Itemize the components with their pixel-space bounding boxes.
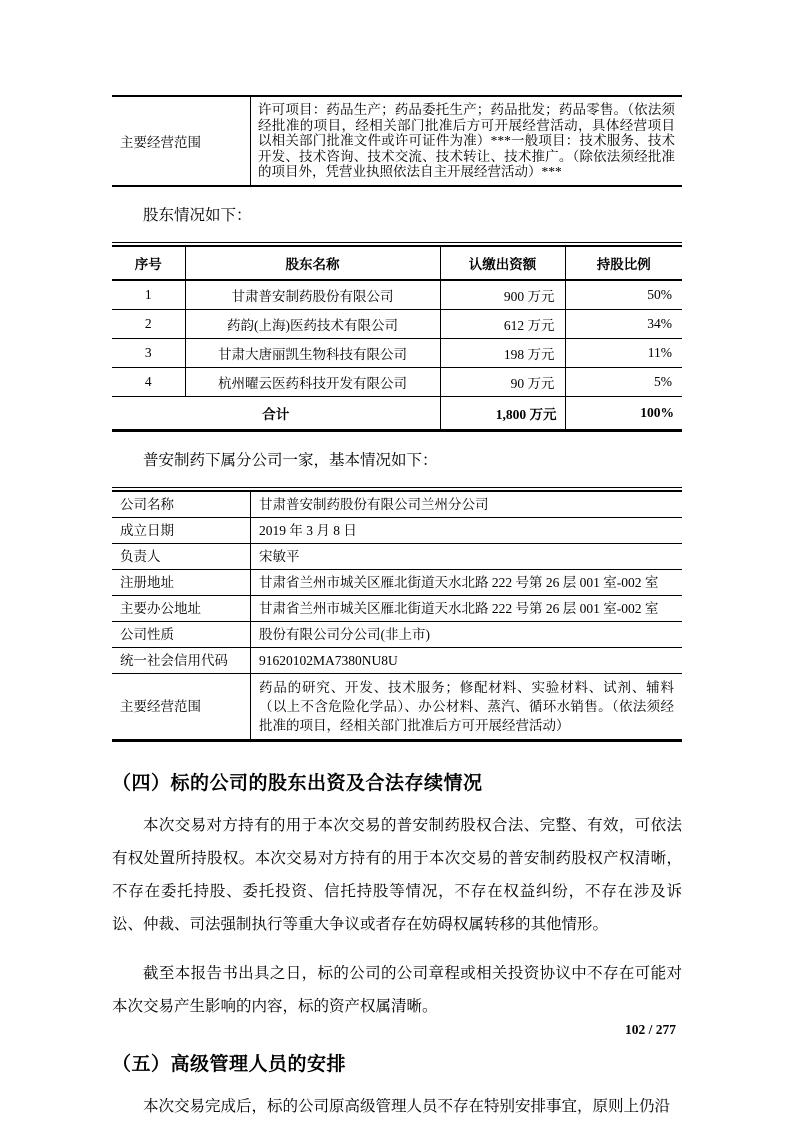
field-value: 宋敏平 xyxy=(251,543,683,569)
table-row xyxy=(112,338,682,367)
shareholders-table-rule xyxy=(112,242,682,432)
cell-amount: 900 万元 xyxy=(440,280,565,310)
field-label: 统一社会信用代码 xyxy=(112,647,251,673)
table-row xyxy=(112,309,682,338)
table-row xyxy=(112,621,682,647)
total-label: 合计 xyxy=(112,396,440,430)
col-header-ratio: 持股比例 xyxy=(565,246,682,280)
cell-name: 甘肃普安制药股份有限公司 xyxy=(185,280,440,310)
field-value: 股份有限公司分公司(非上市) xyxy=(251,621,683,647)
branch-info-table xyxy=(112,490,682,742)
field-label: 注册地址 xyxy=(112,569,251,595)
table-row xyxy=(112,96,682,186)
total-amount: 1,800 万元 xyxy=(440,396,565,430)
table-row xyxy=(112,543,682,569)
cell-ratio: 34% xyxy=(565,309,682,338)
field-label: 主要办公地址 xyxy=(112,595,251,621)
table-total-row xyxy=(112,396,682,430)
cell-name: 杭州曜云医药科技开发有限公司 xyxy=(185,367,440,396)
paragraph: 本次交易对方持有的用于本次交易的普安制药股权合法、完整、有效，可依法有权处置所持股权。本次交易对方持有的用于本次交易的普安制药股权产权清晰，不存在委托持股、委托投资、信托持股等情况，不存在权益纠纷，不存在涉及诉讼、仲裁、司法强制执行等重大争议或者存在妨碍权属转移的其他情形。 xyxy=(112,816,682,933)
cell-amount: 612 万元 xyxy=(440,309,565,338)
field-value: 91620102MA7380NU8U xyxy=(251,647,683,673)
table-row xyxy=(112,367,682,396)
table-row xyxy=(112,647,682,673)
col-header-seq: 序号 xyxy=(112,246,185,280)
field-value: 甘肃省兰州市城关区雁北街道天水北路 222 号第 26 层 001 室-002 室 xyxy=(251,595,683,621)
col-header-name: 股东名称 xyxy=(185,246,440,280)
cell-seq: 1 xyxy=(112,280,185,310)
cell-amount: 198 万元 xyxy=(440,338,565,367)
field-value: 2019 年 3 月 8 日 xyxy=(251,517,683,543)
table-row xyxy=(112,673,682,740)
branch-intro: 普安制药下属分公司一家，基本情况如下： xyxy=(143,451,438,469)
table-row xyxy=(112,569,682,595)
business-scope-table xyxy=(112,95,682,187)
field-value: 甘肃省兰州市城关区雁北街道天水北路 222 号第 26 层 001 室-002 室 xyxy=(251,569,683,595)
business-scope-label: 主要经营范围 xyxy=(120,134,201,150)
table-row xyxy=(112,595,682,621)
paragraph: 本次交易完成后，标的公司原高级管理人员不存在特别安排事宜，原则上仍沿 xyxy=(143,1097,671,1115)
section-heading-4: （四）标的公司的股东出资及合法存续情况 xyxy=(112,772,483,794)
cell-seq: 3 xyxy=(112,338,185,367)
field-value: 甘肃普安制药股份有限公司兰州分公司 xyxy=(251,491,683,518)
page-number: 102 / 277 xyxy=(624,1022,676,1037)
paragraph: 截至本报告书出具之日，标的公司的公司章程或相关投资协议中不存在可能对本次交易产生影响的内容，标的资产权属清晰。 xyxy=(112,964,682,1015)
total-ratio: 100% xyxy=(565,396,682,430)
field-label: 公司性质 xyxy=(112,621,251,647)
cell-seq: 4 xyxy=(112,367,185,396)
shareholders-intro: 股东情况如下： xyxy=(143,206,252,224)
cell-seq: 2 xyxy=(112,309,185,338)
cell-name: 药韵(上海)医药技术有限公司 xyxy=(185,309,440,338)
cell-ratio: 50% xyxy=(565,280,682,310)
col-header-amount: 认缴出资额 xyxy=(440,246,565,280)
branch-table-rule xyxy=(112,487,682,742)
cell-amount: 90 万元 xyxy=(440,367,565,396)
field-label: 公司名称 xyxy=(120,496,174,512)
table-row xyxy=(112,517,682,543)
table-header-row xyxy=(112,246,682,280)
field-label: 负责人 xyxy=(112,543,251,569)
shareholders-table xyxy=(112,245,682,432)
field-label: 主要经营范围 xyxy=(112,673,251,740)
field-value: 药品的研究、开发、技术服务；修配材料、实验材料、试剂、辅料（以上不含危险化学品）、办公材料、蒸汽、循环水销售。（依法须经批准的项目，经相关部门批准后方可开展经营活动） xyxy=(251,673,683,740)
cell-ratio: 11% xyxy=(565,338,682,367)
section-heading-5: （五）高级管理人员的安排 xyxy=(112,1053,347,1075)
cell-name: 甘肃大唐丽凯生物科技有限公司 xyxy=(185,338,440,367)
table-row xyxy=(112,280,682,310)
table-row xyxy=(112,491,682,518)
business-scope-value: 许可项目：药品生产；药品委托生产；药品批发；药品零售。（依法须经批准的项目，经相关部门批准后方可开展经营活动，具体经营项目以相关部门批准文件或许可证件为准）***一般项目：技术服务、技术开发、技术咨询、技术交流、技术转让、技术推广。（除依法须经批准的项目外，凭营业执照依法自主开展经营活动）*** xyxy=(251,96,683,186)
field-label: 成立日期 xyxy=(112,517,251,543)
cell-ratio: 5% xyxy=(565,367,682,396)
